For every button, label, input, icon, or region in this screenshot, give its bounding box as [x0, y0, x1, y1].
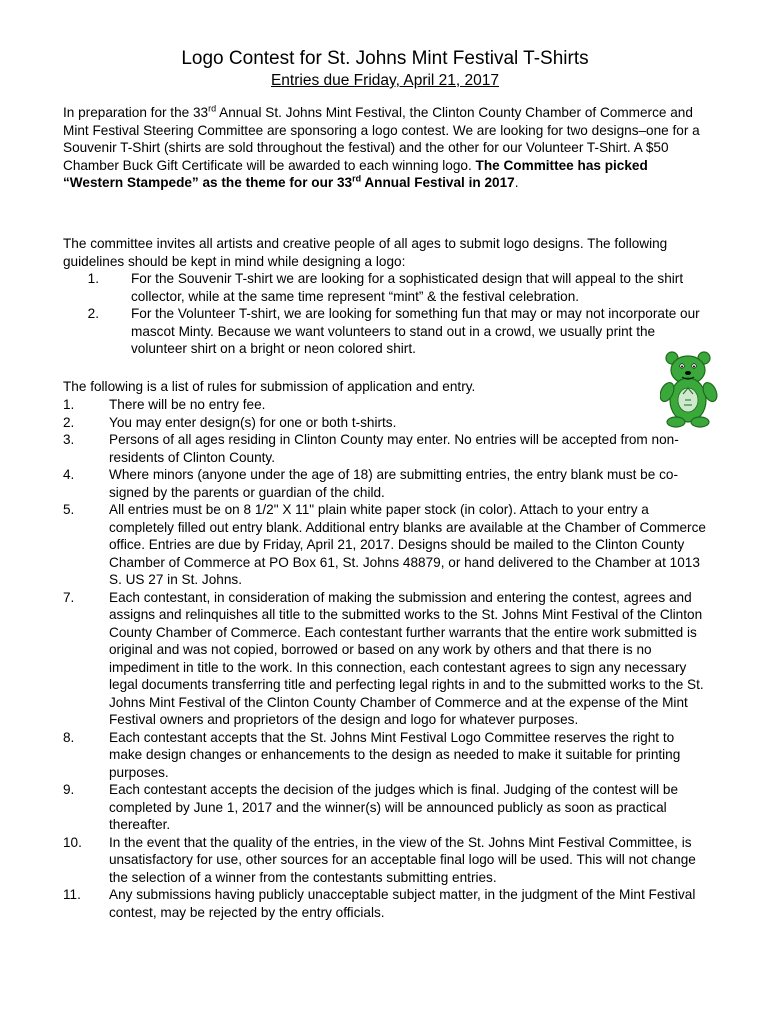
list-item-text: Where minors (anyone under the age of 18) are submitting entries, the entry blank must be co-signed by the parents or guardian of the child. — [109, 467, 678, 500]
list-item — [63, 781, 711, 834]
list-item-number: 8. — [63, 729, 75, 745]
intro-bold-2: Annual Festival in 2017 — [361, 175, 515, 190]
list-item — [63, 834, 711, 887]
list-item-text: Each contestant accepts the decision of the judges which is final. Judging of the contest will be completed by June 1, 2017 and the winner(s) will be announced publicly as soon as practical thereafter. — [109, 782, 679, 832]
list-item — [63, 501, 711, 589]
list-item-text: Each contestant accepts that the St. Johns Mint Festival Logo Committee reserves the right to make design changes or enhancements to the design as needed to make it suitable for printing purposes. — [109, 729, 681, 780]
intro-sup-2: rd — [352, 173, 362, 184]
list-item-text: All entries must be on 8 1/2" X 11" plain white paper stock (in color). Attach to your entry a completely filled out entry blank. Additional entry blanks are available at the Chamber of Commerce office. Entries are due by Friday, April 21, 2017. Designs should be mailed to the Clinton County Chamber of Commerce at PO Box 61, St. Johns 48879, or hand delivered to the Chamber at 1013 S. US 27 in St. Johns. — [109, 502, 706, 587]
list-item-text: Each contestant, in consideration of making the submission and entering the contest, agrees and assigns and relinquishes all title to the submitted works to the St. Johns Mint Festival of the Clinton County Chamber of Commerce. Each contestant further warrants that the entire work submitted is original and was not copied, borrowed or based on any work by others and that there is no impediment in title to the work. In this connection, each contestant agrees to sign any necessary legal documents transferring title and perfecting legal rights in and to the submitted works to the St. Johns Mint Festival of the Clinton County Chamber of Commerce and at the expense of the Mint Festival owners and proprietors of the design and logo for whatever purposes. — [109, 589, 704, 727]
list-item — [63, 270, 703, 305]
list-item-number: 9. — [63, 782, 75, 797]
list-item-text: In the event that the quality of the entries, in the view of the St. Johns Mint Festival Committee, is unsatisfactory for use, other sources for an acceptable final logo will be used. This will not change the selection of a winner from the contestants submitting entries. — [109, 834, 696, 885]
list-item-number: 2. — [63, 414, 75, 430]
list-item-text: There will be no entry fee. — [109, 397, 266, 412]
intro-sup-1: rd — [208, 103, 217, 114]
guidelines-intro: The committee invites all artists and creative people of all ages to submit logo designs. The following guidelines should be kept in mind while designing a logo: — [63, 236, 668, 269]
list-item-number: 3. — [63, 432, 75, 447]
list-item-text: For the Volunteer T-shirt, we are looking for something fun that may or may not incorporate our mascot Minty. Because we want volunteers to stand out in a crowd, we usually print the volunteer shirt on a bright or neon colored shirt. — [131, 306, 700, 356]
intro-text-2: Annual St. Johns Mint Festival, the Clinton County Chamber of Commerce and Mint Festival Steering Committee are sponsoring a logo contest. We are looking for two designs–one for a Souvenir T-Shirt (shirts are sold throughout the festival) and the other for our Volunteer T-Shirt. A $50 Chamber Buck Gift Certificate will be awarded to each winning logo. — [63, 105, 700, 173]
list-item-number: 7. — [63, 589, 75, 605]
list-item — [63, 886, 711, 921]
rules-intro: The following is a list of rules for submission of application and entry. — [63, 379, 476, 394]
page-title: Logo Contest for St. Johns Mint Festival T-Shirts — [181, 48, 589, 69]
intro-end: . — [514, 175, 519, 190]
page-subtitle — [0, 71, 770, 91]
list-item — [63, 729, 711, 782]
list-item — [63, 589, 711, 729]
list-item — [63, 431, 711, 466]
subtitle-text: Entries due Friday, April 21, 2017 — [270, 72, 500, 89]
intro-bold-1: The Committee has picked “Western Stampede” as the theme for our 33 — [63, 157, 648, 190]
list-item — [63, 466, 711, 501]
list-item-number: 5. — [63, 502, 75, 517]
list-item — [63, 305, 703, 358]
rules-list — [63, 396, 711, 921]
list-item-number: 10. — [63, 834, 82, 850]
list-item-text: Persons of all ages residing in Clinton County may enter. No entries will be accepted from non-residents of Clinton County. — [109, 432, 679, 465]
list-item-number: 2. — [87, 306, 99, 321]
list-item-number: 1. — [63, 397, 75, 412]
list-item-number: 1. — [87, 271, 99, 286]
list-item-text: For the Souvenir T-shirt we are looking for a sophisticated design that will appeal to the shirt collector, while at the same time represent “mint” & the festival celebration. — [131, 271, 684, 304]
list-item-text: You may enter design(s) for one or both t-shirts. — [109, 414, 397, 430]
intro-paragraph — [63, 104, 703, 192]
guidelines-list — [63, 270, 703, 358]
list-item-number: 11. — [63, 887, 81, 902]
list-item-number: 4. — [63, 467, 75, 482]
list-item — [63, 414, 711, 432]
list-item — [63, 396, 711, 414]
list-item-text: Any submissions having publicly unacceptable subject matter, in the judgment of the Mint Festival contest, may be rejected by the entry officials. — [109, 887, 696, 920]
intro-text-1: In preparation for the 33 — [63, 105, 209, 120]
